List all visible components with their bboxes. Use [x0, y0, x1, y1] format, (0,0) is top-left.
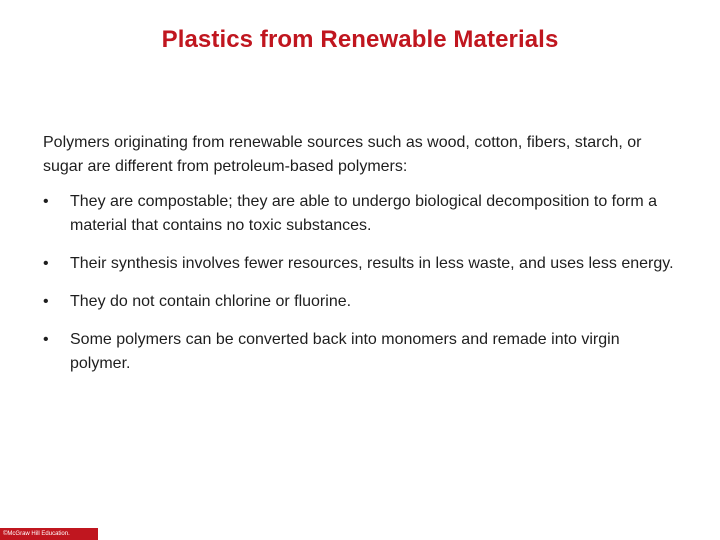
copyright-text: ©McGraw Hill Education.: [3, 531, 70, 537]
slide-title: Plastics from Renewable Materials: [161, 26, 559, 53]
bullet-marker: •: [43, 193, 49, 210]
intro-paragraph: Polymers originating from renewable sources such as wood, cotton, fibers, starch, or sugar are different from petroleum-based polymers:: [43, 134, 642, 175]
bullet-marker: •: [43, 255, 49, 272]
bullet-item: [43, 190, 683, 238]
bullet-text: Some polymers can be converted back into monomers and remade into virgin polymer.: [70, 331, 620, 372]
bullet-item: [43, 328, 683, 376]
bullet-text: They do not contain chlorine or fluorine.: [70, 293, 352, 310]
bullet-item: [43, 252, 683, 276]
bullet-marker: •: [43, 331, 49, 348]
bullet-marker: •: [43, 293, 49, 310]
footer-bar: [0, 528, 98, 540]
bullet-text: They are compostable; they are able to undergo biological decomposition to form a material that contains no toxic substances.: [70, 193, 658, 234]
bullet-item: [43, 290, 683, 314]
bullet-list: [43, 190, 683, 390]
bullet-text: Their synthesis involves fewer resources, results in less waste, and uses less energy.: [70, 255, 674, 272]
